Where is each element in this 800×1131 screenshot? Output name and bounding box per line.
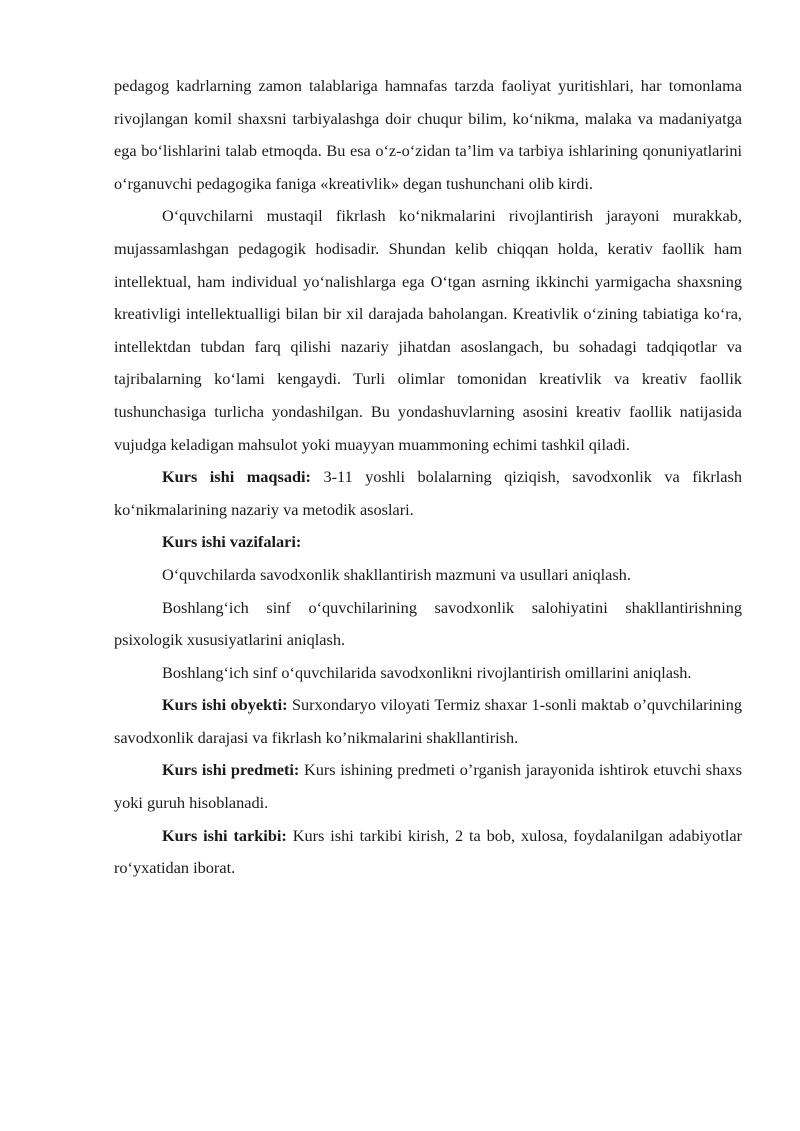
paragraph-text: pedagog kadrlarning zamon talablariga hamnafas tarzda faoliyat yuritishlari, har tomonlama rivojlangan komil shaxsni tarbiyalashga doir chuqur bilim, ko‘nikma, malaka va madaniyatga ega bo‘lishlarini talab etmoqda. Bu esa o‘z-o‘zidan ta’lim va tarbiya ishlarining qonuniyatlarini o‘rganuvchi pedagogika faniga «kreativlik» degan tushunchani olib kirdi. (114, 76, 742, 193)
paragraph-text: Boshlang‘ich sinf o‘quvchilarining savodxonlik salohiyatini shakllantirishning psixologik xususiyatlarini aniqlash. (114, 597, 742, 650)
paragraph-text: Kurs ishining predmeti o’rganish jarayonida ishtirok etuvchi shaxs yoki guruh hisoblanadi. (114, 760, 742, 813)
paragraph-tasks-heading (114, 526, 742, 559)
paragraph-object (114, 689, 742, 754)
paragraph-intro-continuation (114, 70, 742, 200)
paragraph-text: O‘quvchilarni mustaqil fikrlash ko‘nikmalarini rivojlantirish jarayoni murakkab, mujassamlashgan pedagogik hodisadir. Shundan kelib chiqqan holda, kerativ faollik ham intellektual, ham individual yo‘nalishlarga ega O‘tgan asrning ikkinchi yarmigacha shaxsning kreativligi intellektualligi bilan bir xil darajada baholangan. Kreativlik o‘zining tabiatiga ko‘ra, intellektdan tubdan farq qilishi nazariy jihatdan asoslangach, bu sohadagi tadqiqotlar va tajribalarning ko‘lami kengaydi. Turli olimlar tomonidan kreativlik va kreativ faollik tushunchasiga turlicha yondashilgan. Bu yondashuvlarning asosini kreativ faollik natijasida vujudga keladigan mahsulot yoki muayyan muammoning echimi tashkil qiladi. (114, 206, 742, 454)
paragraph-text: Boshlang‘ich sinf o‘quvchilarida savodxonlikni rivojlantirish omillarini aniqlash. (162, 662, 692, 682)
paragraph-label: Kurs ishi predmeti: (162, 760, 300, 780)
paragraph-label: Kurs ishi maqsadi: (162, 467, 311, 487)
paragraph-goal (114, 461, 742, 526)
paragraph-subject (114, 754, 742, 819)
document-page (114, 70, 742, 885)
paragraph-structure (114, 820, 742, 885)
paragraph-label: Kurs ishi tarkibi: (162, 825, 287, 845)
paragraph-text: 3-11 yoshli bolalarning qiziqish, savodxonlik va fikrlash ko‘nikmalarining nazariy va metodik asoslari. (114, 467, 742, 519)
paragraph-text: O‘quvchilarda savodxonlik shakllantirish mazmuni va usullari aniqlash. (162, 564, 631, 584)
paragraph-label: Kurs ishi vazifalari: (162, 532, 302, 552)
paragraph-task-3 (114, 657, 742, 690)
paragraph-label: Kurs ishi obyekti: (162, 695, 288, 715)
paragraph-task-2 (114, 592, 742, 657)
paragraph-creativity (114, 200, 742, 461)
paragraph-text: Kurs ishi tarkibi kirish, 2 ta bob, xulosa, foydalanilgan adabiyotlar ro‘yxatidan iborat. (114, 825, 743, 878)
paragraph-task-1 (114, 559, 742, 592)
paragraph-text: Surxondaryo viloyati Termiz shaxar 1-sonli maktab o’quvchilarining savodxonlik darajasi va fikrlash ko’nikmalarini shakllantirish. (114, 695, 742, 747)
